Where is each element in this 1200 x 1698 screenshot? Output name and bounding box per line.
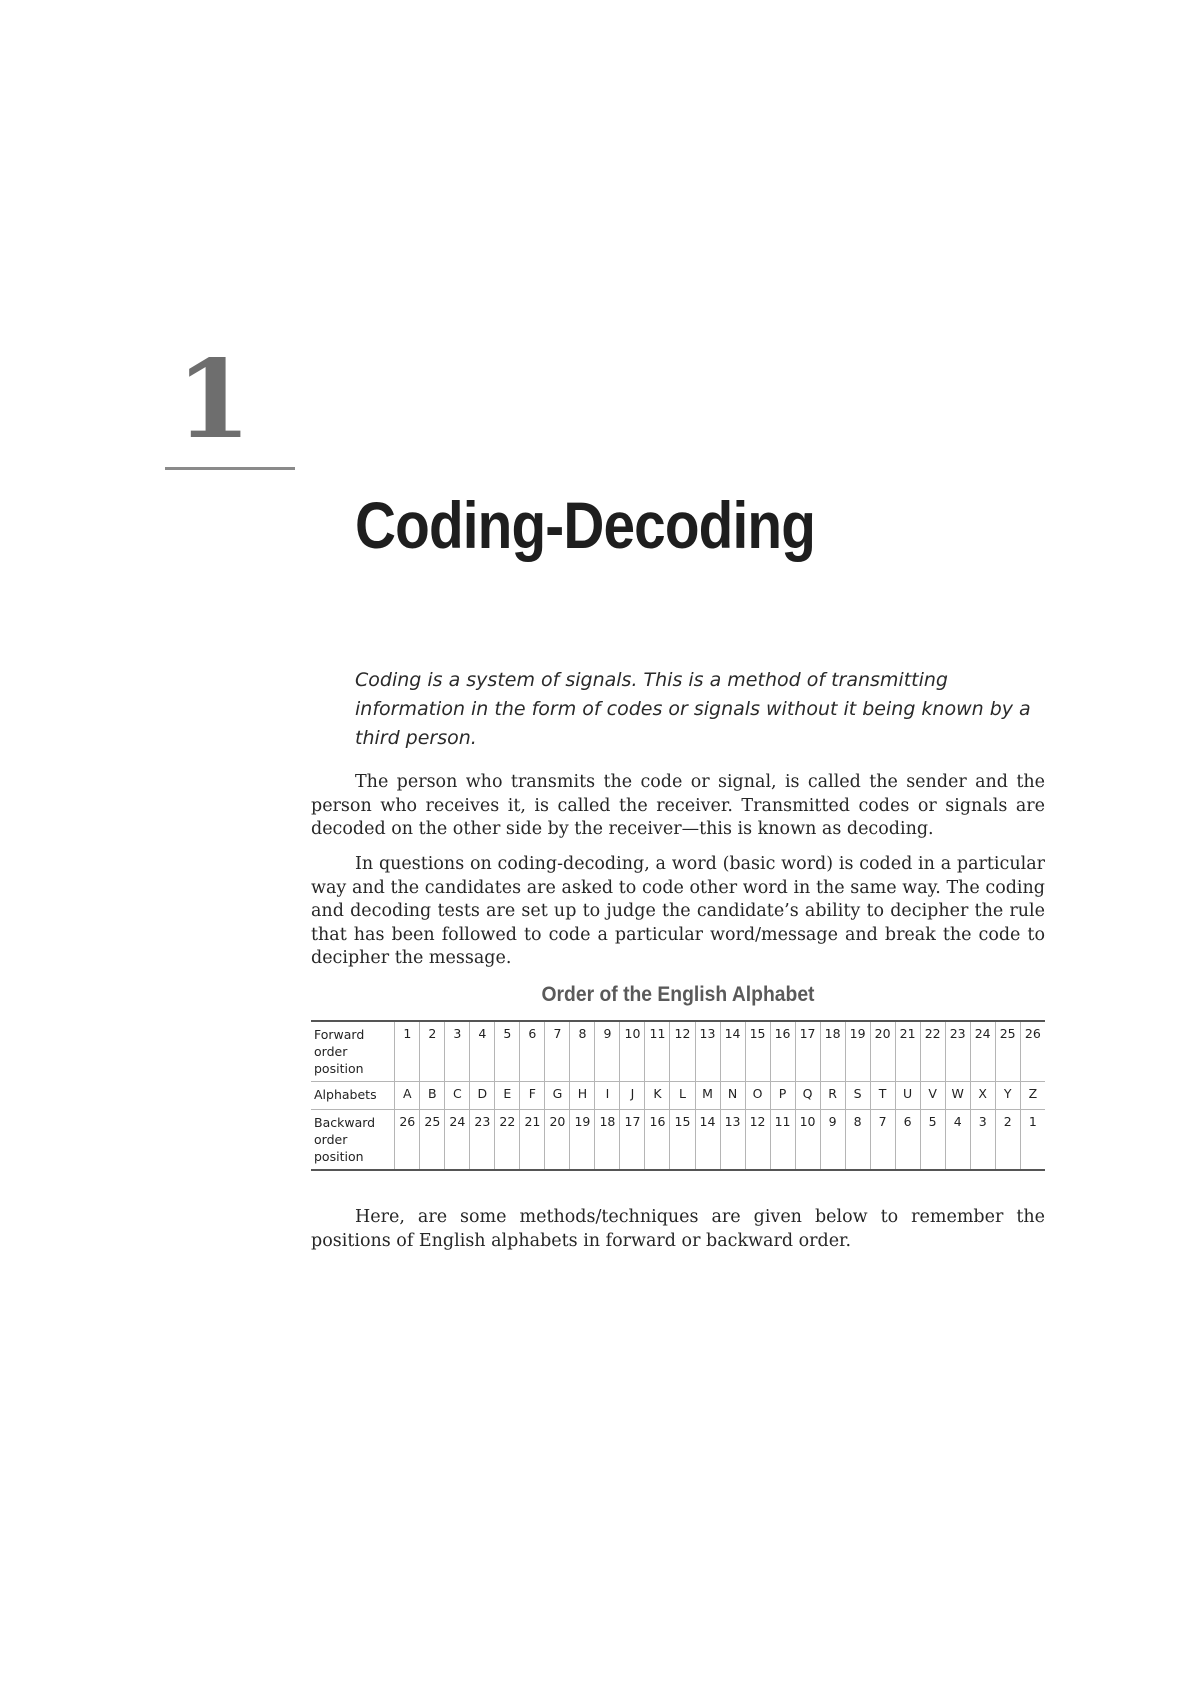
alphabet-cell: H (570, 1082, 595, 1110)
chapter-number-rule (165, 467, 295, 470)
backward-cell: 17 (620, 1110, 645, 1171)
chapter-intro: Coding is a system of signals. This is a method of transmitting information in the form of codes or signals without it being known by a third person. (355, 669, 1031, 749)
alphabet-cell: E (495, 1082, 520, 1110)
forward-cell: 20 (870, 1021, 895, 1082)
alphabet-cell: U (895, 1082, 920, 1110)
forward-cell: 13 (695, 1021, 720, 1082)
forward-cell: 26 (1020, 1021, 1045, 1082)
alphabet-cell: M (695, 1082, 720, 1110)
forward-cell: 4 (470, 1021, 495, 1082)
backward-cell: 12 (745, 1110, 770, 1171)
forward-cell: 18 (820, 1021, 845, 1082)
alphabet-cell: B (420, 1082, 445, 1110)
forward-cell: 15 (745, 1021, 770, 1082)
forward-cell: 22 (920, 1021, 945, 1082)
alphabet-cell: S (845, 1082, 870, 1110)
alphabet-cell: F (520, 1082, 545, 1110)
backward-cell: 7 (870, 1110, 895, 1171)
backward-cell: 6 (895, 1110, 920, 1171)
chapter-number: 1 (176, 337, 252, 463)
backward-cell: 5 (920, 1110, 945, 1171)
alphabet-order-table (311, 1020, 1045, 1171)
backward-cell: 19 (570, 1110, 595, 1171)
backward-cell: 2 (995, 1110, 1020, 1171)
paragraph-coding-questions: In questions on coding-decoding, a word (basic word) is coded in a particular way and the candidates are asked to code other word in the same way. The coding and decoding tests are set up to judge the candidate’s ability to decipher the rule that has been followed to code a particular word/message and break the code to decipher the message. (311, 854, 1045, 968)
backward-cell: 10 (795, 1110, 820, 1171)
backward-cell: 15 (670, 1110, 695, 1171)
forward-cell: 3 (445, 1021, 470, 1082)
alphabet-cell: D (470, 1082, 495, 1110)
alphabet-cell: N (720, 1082, 745, 1110)
alphabet-cell: J (620, 1082, 645, 1110)
forward-cell: 6 (520, 1021, 545, 1082)
forward-cell: 19 (845, 1021, 870, 1082)
table-title: Order of the English Alphabet (541, 983, 815, 1006)
backward-cell: 1 (1028, 1114, 1037, 1129)
alphabet-cell: W (945, 1082, 970, 1110)
forward-cell: 11 (645, 1021, 670, 1082)
backward-cell: 4 (945, 1110, 970, 1171)
alphabet-cell: Z (1020, 1082, 1045, 1110)
alphabet-cell: R (820, 1082, 845, 1110)
forward-cell: 8 (570, 1021, 595, 1082)
alphabet-cell: V (920, 1082, 945, 1110)
backward-cell: 22 (495, 1110, 520, 1171)
backward-cell: 13 (720, 1110, 745, 1171)
table-row-alphabets (311, 1082, 1045, 1110)
backward-cell: 9 (820, 1110, 845, 1171)
alphabet-cell: L (670, 1082, 695, 1110)
forward-cell: 12 (670, 1021, 695, 1082)
backward-cell: 3 (970, 1110, 995, 1171)
forward-cell: 14 (720, 1021, 745, 1082)
alphabet-cell: Q (795, 1082, 820, 1110)
alphabet-cell: A (395, 1082, 420, 1110)
alphabet-cell: T (870, 1082, 895, 1110)
table-row-forward (311, 1021, 1045, 1082)
forward-cell: 2 (420, 1021, 445, 1082)
forward-cell: 7 (545, 1021, 570, 1082)
backward-cell: 8 (845, 1110, 870, 1171)
forward-cell: 24 (970, 1021, 995, 1082)
alphabet-cell: I (595, 1082, 620, 1110)
backward-cell: 26 (395, 1110, 420, 1171)
backward-cell: 11 (770, 1110, 795, 1171)
backward-cell: 24 (445, 1110, 470, 1171)
forward-cell: 16 (770, 1021, 795, 1082)
backward-cell: 23 (470, 1110, 495, 1171)
backward-cell: 20 (545, 1110, 570, 1171)
alphabet-cell: G (545, 1082, 570, 1110)
alphabet-cell: P (770, 1082, 795, 1110)
chapter-title: Coding-Decoding (355, 488, 816, 562)
backward-cell: 25 (420, 1110, 445, 1171)
forward-cell: 9 (595, 1021, 620, 1082)
alphabet-cell: X (970, 1082, 995, 1110)
alphabet-cell: O (745, 1082, 770, 1110)
forward-cell: 1 (395, 1021, 420, 1082)
table-row-backward (311, 1110, 1045, 1171)
alphabet-cell: C (445, 1082, 470, 1110)
forward-cell: 21 (895, 1021, 920, 1082)
backward-cell: 21 (520, 1110, 545, 1171)
alphabet-cell: Y (995, 1082, 1020, 1110)
paragraph-methods: Here, are some methods/techniques are given below to remember the positions of English alphabets in forward or backward order. (311, 1207, 1045, 1251)
backward-cell: 14 (695, 1110, 720, 1171)
forward-cell: 23 (945, 1021, 970, 1082)
forward-cell: 10 (620, 1021, 645, 1082)
paragraph-sender-receiver: The person who transmits the code or signal, is called the sender and the person who receives it, is called the receiver. Transmitted codes or signals are decoded on the other side by the receiver—this is known as decoding. (311, 772, 1045, 839)
row-label: Alphabets (311, 1082, 395, 1110)
forward-cell: 25 (995, 1021, 1020, 1082)
backward-cell: 18 (595, 1110, 620, 1171)
forward-cell: 17 (795, 1021, 820, 1082)
alphabet-cell: K (645, 1082, 670, 1110)
forward-cell: 5 (495, 1021, 520, 1082)
row-label: Forward order position (311, 1021, 395, 1082)
backward-cell: 16 (645, 1110, 670, 1171)
row-label: Backward order position (311, 1110, 395, 1171)
